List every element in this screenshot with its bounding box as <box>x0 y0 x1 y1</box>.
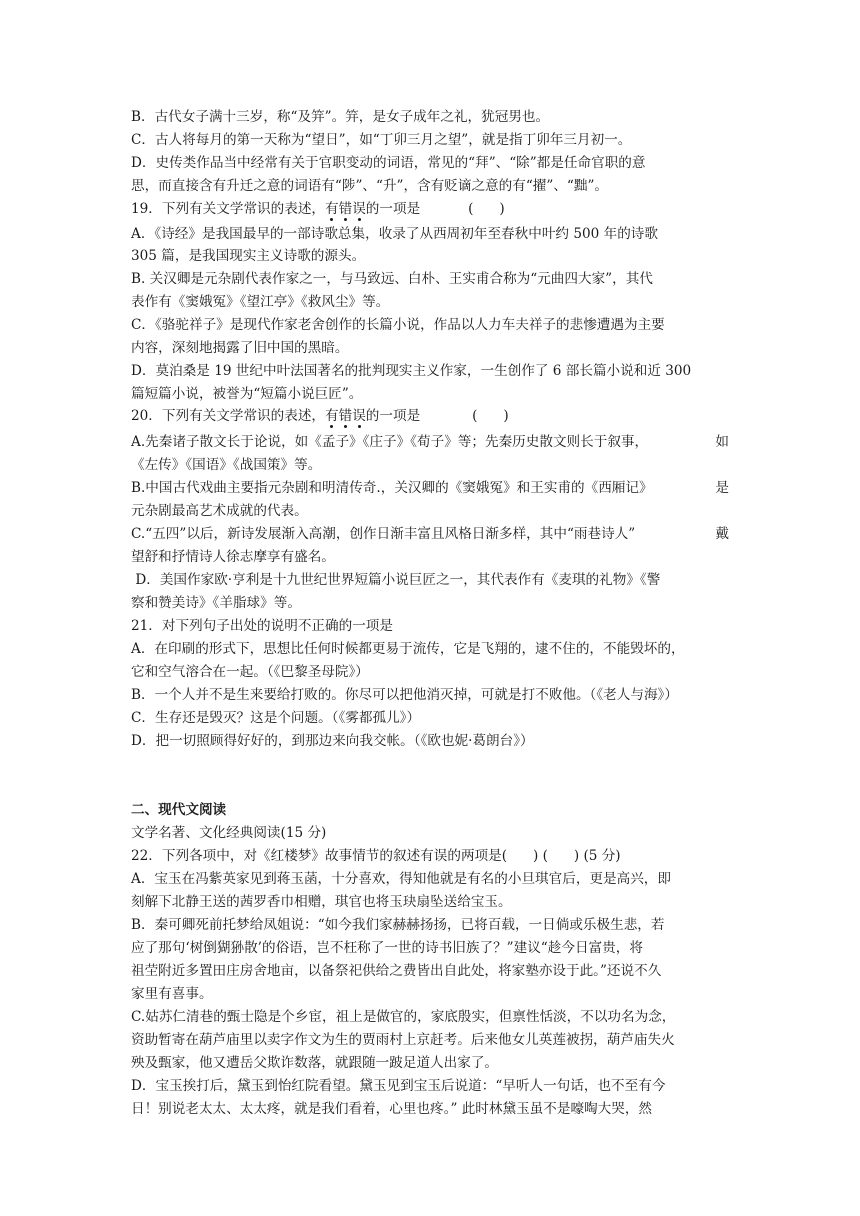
q20-emphasis-char-1: 有 <box>325 408 339 424</box>
q20-emphasis-char-2: 错 <box>338 408 353 424</box>
q21-stem: 21．对下列句子出处的说明不正确的一项是 <box>131 618 393 634</box>
q20-option-b-line1 <box>131 477 729 499</box>
q19-answer-blank: ( ) <box>468 201 505 217</box>
q20-emphasis-char-3: 误 <box>352 408 366 424</box>
section-heading: 二、现代文阅读 <box>131 802 227 818</box>
q20-option-c-line2: 望舒和抒情诗人徐志摩享有盛名。 <box>131 549 335 565</box>
q22-option-d-line1: D．宝玉挨打后，黛玉到怡红院看望。黛玉见到宝玉后说道：“早听人一句话，也不至有今 <box>131 1078 666 1094</box>
section-subheading: 文学名著、文化经典阅读(15 分) <box>131 825 327 841</box>
q20-option-a-line1 <box>131 431 729 453</box>
q20-stem-text: 20．下列有关文学常识的表述， <box>131 408 326 424</box>
q22-option-d-line2: 日！别说老太太、太太疼，就是我们看着，心里也疼。” 此时林黛玉虽不是嚎啕大哭，然 <box>131 1101 653 1117</box>
q19-stem <box>131 198 505 220</box>
q20-option-d-line2: 察和赞美诗》《羊脂球》等。 <box>131 595 301 611</box>
q20-option-a-text: A.先秦诸子散文长于论说，如《孟子》《庄子》《荀子》等；先秦历史散文则长于叙事， <box>131 434 649 450</box>
q21-option-c: C．生存还是毁灭？这是个问题。（《雾都孤儿》） <box>131 710 421 726</box>
q20-option-c-text: C.“五四”以后，新诗发展渐入高潮，创作日渐丰富且风格日渐多样，其中“雨巷诗人” <box>131 526 636 542</box>
q19-option-b-line1: B. 关汉卿是元杂剧代表作家之一，与马致远、白朴、王实甫合称为“元曲四大家”，其代 <box>131 271 653 287</box>
q22-option-c-line1: C.姑苏仁清巷的甄士隐是个乡宦，祖上是做官的，家底殷实，但禀性恬淡，不以功名为念， <box>131 1009 676 1025</box>
q22-option-a-line2: 刻解下北静王送的茜罗香巾相赠，琪官也将玉玦扇坠送给宝玉。 <box>131 894 512 910</box>
q21-option-a-line1: A．在印刷的形式下，思想比任何时候都更易于流传，它是飞翔的，逮不住的，不能毁坏的， <box>131 641 685 657</box>
q22-option-c-line3: 殃及甄家，他又遭岳父欺诈数落，就跟随一跛足道人出家了。 <box>131 1055 499 1071</box>
q19-option-a-line2: 305 篇，是我国现实主义诗歌的源头。 <box>131 248 366 264</box>
q19-emphasis-char-1: 有 <box>325 201 339 217</box>
q20-option-b-tail: 是 <box>715 480 729 496</box>
q20-option-b-line2: 元杂剧最高艺术成就的代表。 <box>131 503 308 519</box>
q19-emphasis-char-2: 错 <box>338 201 353 217</box>
q22-option-b-line2: 应了那句‘树倒猢狲散’的俗语，岂不枉称了一世的诗书旧族了？”建议“趁今日富贵，将 <box>131 940 643 956</box>
q18-option-c: C．古人将每月的第一天称为“望日”，如“丁卯三月之望”，就是指丁卯年三月初一。 <box>131 132 632 148</box>
q20-option-c-tail: 戴 <box>715 526 729 542</box>
q19-emphasis-char-3: 误 <box>352 201 366 217</box>
q19-stem-end: 的一项是 <box>365 201 421 217</box>
q19-stem-text: 19．下列有关文学常识的表述， <box>131 201 326 217</box>
q21-option-a-line2: 它和空气溶合在一起。（《巴黎圣母院》） <box>131 664 369 680</box>
q20-stem-end: 的一项是 <box>365 408 421 424</box>
q20-option-a-line2: 《左传》《国语》《战国策》等。 <box>131 457 322 473</box>
q22-option-c-line2: 资助暂寄在葫芦庙里以卖字作文为生的贾雨村上京赶考。后来他女儿英莲被拐，葫芦庙失火 <box>131 1032 675 1048</box>
q20-option-b-text: B.中国古代戏曲主要指元杂剧和明清传奇.，关汉卿的《窦娥冤》和王实甫的《西厢记》 <box>131 480 653 496</box>
q20-option-a-tail: 如 <box>715 434 729 450</box>
q18-option-d-line2: 思，而直接含有升迁之意的词语有“陟”、“升”，含有贬谪之意的有“擢”、“黜”。 <box>131 178 609 194</box>
q19-option-b-line2: 表作有《窦娥冤》《望江亭》《救风尘》等。 <box>131 294 390 310</box>
q18-option-b: B．古代女子满十三岁，称“及笄”。笄，是女子成年之礼，犹冠男也。 <box>131 109 550 125</box>
q21-option-d: D．把一切照顾得好好的，到那边来向我交帐。（《欧也妮·葛朗台》） <box>131 733 534 749</box>
q19-option-d-line2: 篇短篇小说，被誉为“短篇小说巨匠”。 <box>131 386 363 402</box>
q20-option-c-line1 <box>131 523 729 545</box>
q22-stem: 22．下列各项中，对《红楼梦》故事情节的叙述有误的两项是( ) ( ) (5 分) <box>131 848 621 864</box>
q18-option-d-line1: D．史传类作品当中经常有关于官职变动的词语，常见的“拜”、“除”都是任命官职的意 <box>131 155 646 171</box>
q19-option-c-line1: C．《骆驼祥子》是现代作家老舍创作的长篇小说，作品以人力车夫祥子的悲惨遭遇为主要 <box>131 317 665 333</box>
q22-option-a-line1: A．宝玉在冯紫英家见到蒋玉菡，十分喜欢，得知他就是有名的小旦琪官后，更是高兴，即 <box>131 871 671 887</box>
q21-option-b: B．一个人并不是生来要给打败的。你尽可以把他消灭掉，可就是打不败他。（《老人与海》） <box>131 687 678 703</box>
q22-option-b-line1: B．秦可卿死前托梦给凤姐说：“如今我们家赫赫扬扬，已将百载，一日倘或乐极生悲，若 <box>131 917 665 933</box>
q20-option-d-line1: D．美国作家欧·亨利是十九世纪世界短篇小说巨匠之一，其代表作有《麦琪的礼物》《警 <box>131 572 661 588</box>
q19-option-c-line2: 内容，深刻地揭露了旧中国的黑暗。 <box>131 340 349 356</box>
q20-answer-blank: ( ) <box>472 408 509 424</box>
q19-option-d-line1: D．莫泊桑是 19 世纪中叶法国著名的批判现实主义作家，一生创作了 6 部长篇小说和近 300 <box>131 363 692 379</box>
q22-option-b-line4: 家里有喜事。 <box>131 986 213 1002</box>
q19-option-a-line1: A．《诗经》是我国最早的一部诗歌总集，收录了从西周初年至春秋中叶约 500 年的诗歌 <box>131 226 658 242</box>
q22-option-b-line3: 祖茔附近多置田庄房舍地亩，以备祭祀供给之费皆出自此处，将家塾亦设于此。”还说不久 <box>131 963 662 979</box>
q20-stem <box>131 405 509 427</box>
